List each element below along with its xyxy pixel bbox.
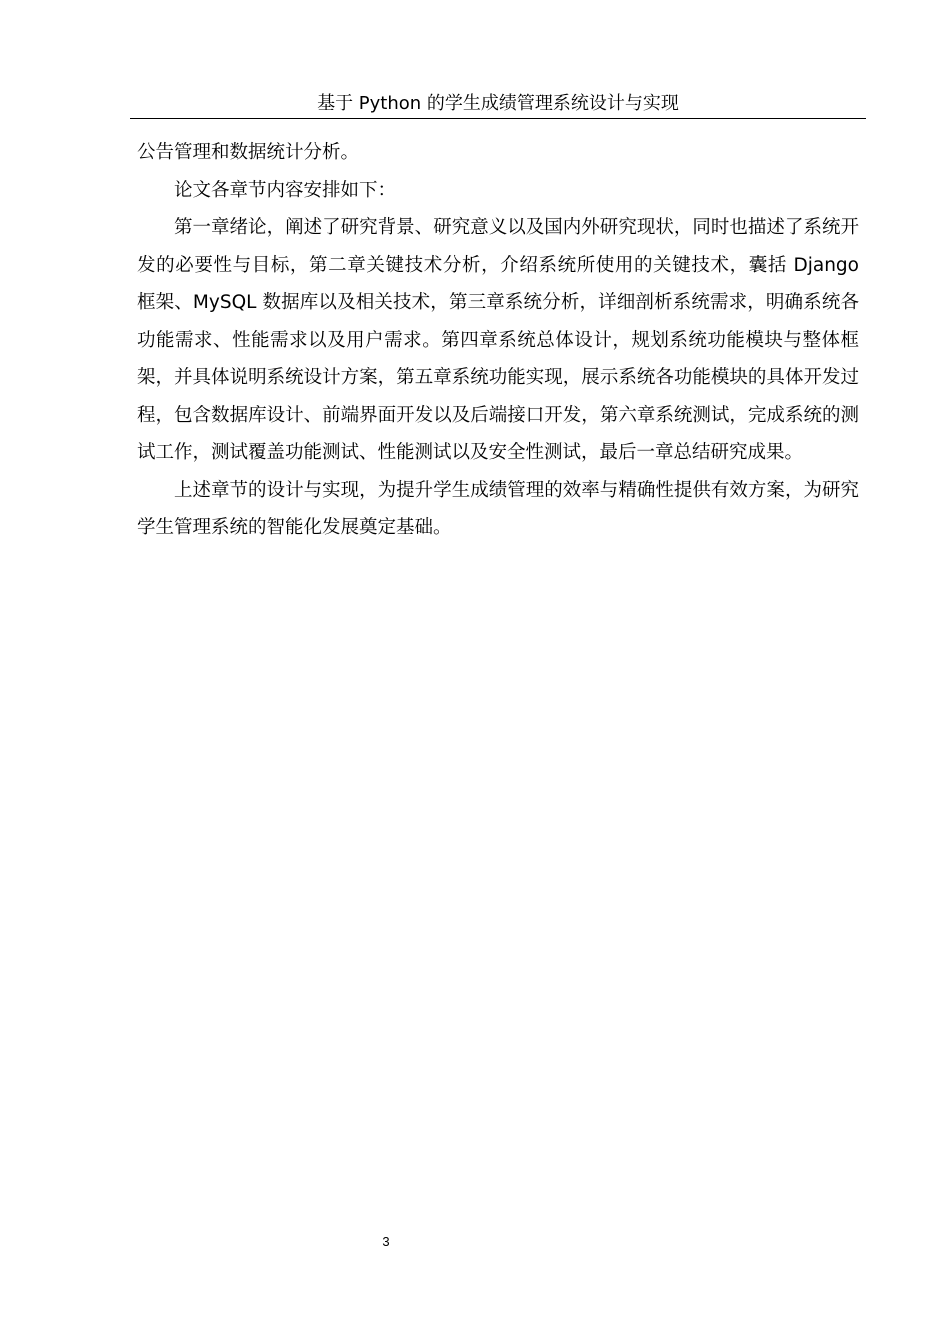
document-body [137, 134, 859, 547]
paragraph-conclusion: 上述章节的设计与实现，为提升学生成绩管理的效率与精确性提供有效方案，为研究学生管理系统的智能化发展奠定基础。 [137, 479, 859, 538]
paragraph-chapter-overview: 第一章绪论，阐述了研究背景、研究意义以及国内外研究现状，同时也描述了系统开发的必要性与目标，第二章关键技术分析，介绍系统所使用的关键技术，囊括 Django 框架、MySQL 数据库以及相关技术，第三章系统分析，详细剖析系统需求，明确系统各功能需求、性能需求以及用户需求。第四章系统总体设计，规划系统功能模块与整体框架，并具体说明系统设计方案，第五章系统功能实现，展示系统各功能模块的具体开发过程，包含数据库设计、前端界面开发以及后端接口开发，第六章系统测试，完成系统的测试工作，测试覆盖功能测试、性能测试以及安全性测试，最后一章总结研究成果。 [137, 217, 859, 463]
running-header [130, 92, 866, 119]
paragraph-continuation: 公告管理和数据统计分析。 [137, 142, 360, 163]
page-number: 3 [382, 1234, 390, 1249]
paragraph-intro: 论文各章节内容安排如下： [174, 179, 397, 201]
running-header-title: 基于 Python 的学生成绩管理系统设计与实现 [317, 93, 679, 114]
